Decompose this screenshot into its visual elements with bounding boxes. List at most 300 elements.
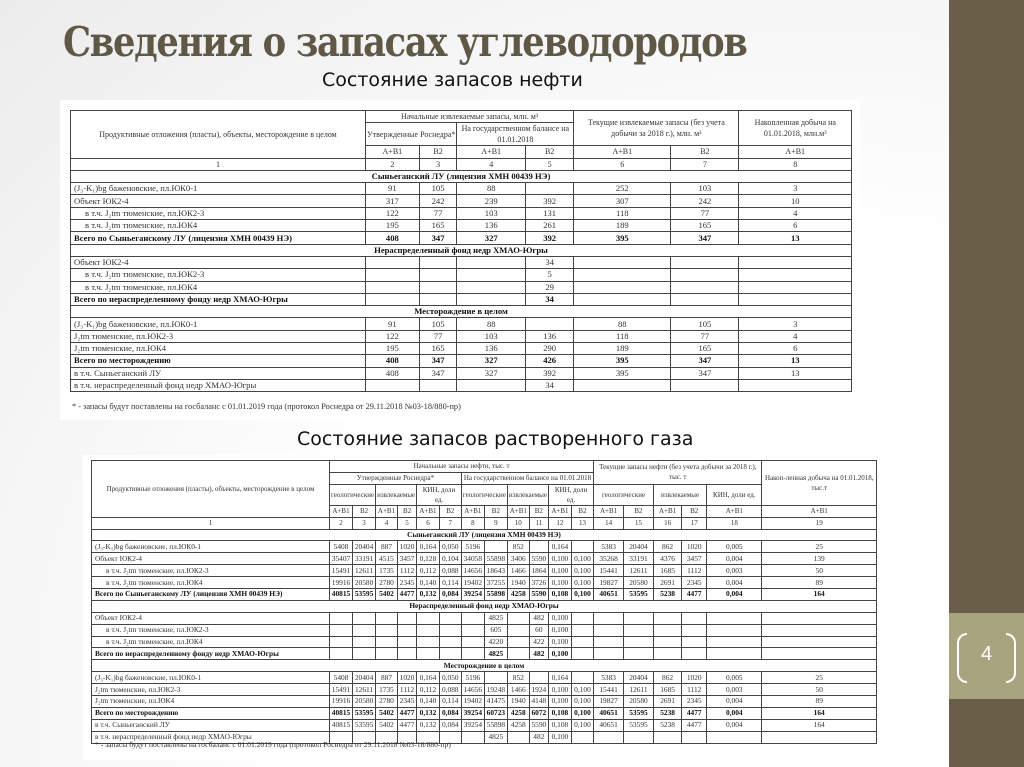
value-cell: 41475	[484, 696, 507, 708]
value-cell: 1864	[529, 565, 548, 577]
value-cell: 1112	[682, 565, 707, 577]
column-number: 1	[71, 158, 366, 170]
value-cell: 0,108	[548, 707, 571, 719]
value-cell: 39254	[461, 707, 484, 719]
value-cell	[594, 648, 624, 660]
value-cell	[484, 672, 507, 684]
value-cell: 2345	[682, 577, 707, 589]
value-cell: 5383	[594, 672, 624, 684]
category-header: В2	[671, 146, 739, 158]
value-cell: 91	[366, 183, 420, 195]
value-cell: 0,088	[439, 684, 461, 696]
value-cell: 165	[671, 220, 739, 232]
value-cell: 408	[366, 355, 420, 367]
value-cell: 1466	[507, 565, 529, 577]
value-cell: 0,114	[439, 577, 461, 589]
value-cell	[457, 281, 526, 293]
value-cell	[461, 636, 484, 648]
header-rec: извлекаемые	[653, 484, 706, 505]
header-rec: извлекаемые	[376, 484, 417, 505]
row-label: Объект ЮК2-4	[92, 553, 330, 565]
value-cell: 0,050	[439, 541, 461, 553]
value-cell	[574, 269, 671, 281]
value-cell: 5196	[461, 541, 484, 553]
value-cell: 60	[529, 624, 548, 636]
value-cell	[417, 612, 440, 624]
value-cell: 5196	[461, 672, 484, 684]
value-cell	[507, 731, 529, 743]
value-cell: 103	[671, 183, 739, 195]
table-row	[71, 330, 852, 342]
value-cell: 14656	[461, 684, 484, 696]
row-label: в т.ч. J₂tm тюменские, пл.ЮК2-3	[71, 207, 366, 219]
value-cell: 118	[574, 207, 671, 219]
value-cell	[624, 624, 654, 636]
column-number: 6	[574, 158, 671, 170]
value-cell	[419, 293, 457, 305]
value-cell: 55898	[484, 589, 507, 601]
value-cell: 5590	[529, 589, 548, 601]
table-row	[92, 565, 877, 577]
value-cell: 19248	[484, 684, 507, 696]
value-cell	[353, 636, 376, 648]
value-cell: 89	[762, 577, 877, 589]
value-cell: 19916	[330, 577, 353, 589]
value-cell: 55898	[484, 719, 507, 731]
value-cell: 392	[526, 232, 574, 244]
category-header: А+В1	[762, 505, 877, 517]
row-label: в т.ч. Сыньеганский ЛУ	[71, 367, 366, 379]
value-cell: 0,003	[707, 565, 762, 577]
value-cell: 347	[419, 355, 457, 367]
table-row	[71, 256, 852, 268]
table-row	[71, 367, 852, 379]
value-cell: 482	[529, 731, 548, 743]
value-cell: 242	[419, 195, 457, 207]
table-row	[71, 318, 852, 330]
value-cell: 0,100	[571, 553, 593, 565]
value-cell	[707, 612, 762, 624]
value-cell: 0,132	[417, 719, 440, 731]
value-cell	[624, 731, 654, 743]
value-cell: 0,005	[707, 541, 762, 553]
value-cell: 4825	[484, 731, 507, 743]
value-cell: 0,004	[707, 719, 762, 731]
value-cell: 0,005	[707, 672, 762, 684]
value-cell: 5383	[594, 541, 624, 553]
value-cell	[529, 672, 548, 684]
column-number: 8	[461, 517, 484, 529]
value-cell: 4148	[529, 696, 548, 708]
section-row	[92, 529, 877, 541]
value-cell: 852	[507, 672, 529, 684]
value-cell: 4258	[507, 719, 529, 731]
table-row	[92, 612, 877, 624]
value-cell: 0,164	[417, 672, 440, 684]
column-number: 2	[330, 517, 353, 529]
value-cell: 13	[739, 232, 852, 244]
value-cell: 1020	[397, 541, 416, 553]
column-number: 7	[439, 517, 461, 529]
value-cell: 0,164	[548, 541, 571, 553]
row-label: в т.ч. J₂tm тюменские, пл.ЮК2-3	[71, 269, 366, 281]
header-approved: Утвержденные Роснедра*	[330, 472, 462, 484]
category-header: А+В1	[548, 505, 571, 517]
column-number: 9	[484, 517, 507, 529]
value-cell: 0,108	[548, 719, 571, 731]
row-label: Объект ЮК2-4	[71, 195, 366, 207]
page-number-box	[949, 613, 1024, 699]
table-row	[92, 707, 877, 719]
value-cell: 4477	[682, 707, 707, 719]
value-cell	[507, 612, 529, 624]
value-cell: 136	[457, 343, 526, 355]
value-cell: 53595	[624, 707, 654, 719]
value-cell: 53595	[624, 719, 654, 731]
value-cell	[439, 624, 461, 636]
value-cell	[457, 256, 526, 268]
section-row	[71, 170, 852, 182]
value-cell: 6072	[529, 707, 548, 719]
value-cell: 0,084	[439, 589, 461, 601]
value-cell: 55898	[484, 553, 507, 565]
table-row	[92, 577, 877, 589]
value-cell: 0,164	[548, 672, 571, 684]
value-cell	[417, 624, 440, 636]
value-cell: 103	[457, 330, 526, 342]
value-cell: 0,100	[571, 719, 593, 731]
row-label: Объект ЮК2-4	[71, 256, 366, 268]
value-cell: 1112	[397, 684, 416, 696]
value-cell: 25	[762, 541, 877, 553]
value-cell: 5408	[330, 541, 353, 553]
row-label: J₂tm тюменские, пл.ЮК4	[71, 343, 366, 355]
value-cell: 4258	[507, 589, 529, 601]
value-cell: 347	[419, 232, 457, 244]
value-cell	[376, 648, 398, 660]
value-cell	[571, 648, 593, 660]
value-cell: 5408	[330, 672, 353, 684]
value-cell: 40651	[594, 719, 624, 731]
row-label: в т.ч. J₂tm тюменские, пл.ЮК4	[71, 281, 366, 293]
value-cell: 164	[762, 589, 877, 601]
value-cell: 77	[671, 207, 739, 219]
value-cell: 0,004	[707, 589, 762, 601]
value-cell: 1020	[682, 541, 707, 553]
column-number: 5	[397, 517, 416, 529]
category-header: А+В1	[653, 505, 681, 517]
value-cell: 5402	[376, 719, 398, 731]
category-header: В2	[484, 505, 507, 517]
value-cell: 165	[671, 343, 739, 355]
value-cell: 0,100	[548, 553, 571, 565]
value-cell	[762, 624, 877, 636]
value-cell: 1020	[397, 672, 416, 684]
value-cell	[376, 636, 398, 648]
value-cell: 195	[366, 343, 420, 355]
table-row	[71, 355, 852, 367]
value-cell: 5590	[529, 719, 548, 731]
category-header: В2	[571, 505, 593, 517]
table-row	[71, 232, 852, 244]
section-title: Сыньеганский ЛУ (лицензия ХМН 00439 НЭ)	[92, 529, 877, 541]
table-row	[92, 541, 877, 553]
value-cell: 20580	[353, 577, 376, 589]
value-cell	[671, 256, 739, 268]
value-cell	[653, 731, 681, 743]
value-cell: 2780	[376, 696, 398, 708]
value-cell: 0,100	[548, 577, 571, 589]
value-cell	[330, 648, 353, 660]
value-cell	[571, 612, 593, 624]
row-label: в т.ч. J₂tm тюменские, пл.ЮК2-3	[92, 565, 330, 577]
value-cell: 0,112	[417, 684, 440, 696]
value-cell	[707, 624, 762, 636]
value-cell	[397, 612, 416, 624]
value-cell: 0,132	[417, 707, 440, 719]
row-label: (J₃-K₁)bg баженовские, пл.ЮК0-1	[71, 318, 366, 330]
value-cell	[376, 624, 398, 636]
value-cell: 408	[366, 232, 420, 244]
value-cell	[739, 379, 852, 391]
value-cell: 39254	[461, 719, 484, 731]
value-cell: 0,084	[439, 719, 461, 731]
category-header: В2	[419, 146, 457, 158]
category-header: А+В1	[417, 505, 440, 517]
table-row	[92, 719, 877, 731]
oil-reserves-table	[70, 110, 852, 392]
value-cell: 0,004	[707, 553, 762, 565]
header-geo: геологические	[330, 484, 376, 505]
table-row	[92, 624, 877, 636]
value-cell: 19916	[330, 696, 353, 708]
category-header: А+В1	[739, 146, 852, 158]
value-cell: 20580	[624, 577, 654, 589]
value-cell	[353, 624, 376, 636]
value-cell: 12611	[353, 565, 376, 577]
category-header: А+В1	[707, 505, 762, 517]
value-cell: 1924	[529, 684, 548, 696]
value-cell: 2691	[653, 577, 681, 589]
value-cell	[529, 541, 548, 553]
section-title: Нераспределенный фонд недр ХМАО-Югры	[92, 600, 877, 612]
table-row	[92, 636, 877, 648]
column-number: 18	[707, 517, 762, 529]
table-row	[71, 269, 852, 281]
column-number: 16	[653, 517, 681, 529]
value-cell	[366, 256, 420, 268]
value-cell: 40815	[330, 589, 353, 601]
header-approved: Утвержденные Роснедра*	[366, 123, 457, 146]
value-cell: 15491	[330, 565, 353, 577]
value-cell: 327	[457, 355, 526, 367]
category-header: А+В1	[457, 146, 526, 158]
column-number: 13	[571, 517, 593, 529]
value-cell: 34	[526, 293, 574, 305]
header-geo: геологические	[461, 484, 507, 505]
value-cell	[682, 731, 707, 743]
header-kin: КИН, доли ед.	[548, 484, 593, 505]
value-cell	[417, 648, 440, 660]
oil-subtitle: Состояние запасов нефти	[322, 69, 583, 91]
value-cell: 1940	[507, 696, 529, 708]
value-cell	[571, 672, 593, 684]
gas-subtitle: Состояние запасов растворенного газа	[297, 428, 694, 450]
column-number: 5	[526, 158, 574, 170]
value-cell: 0,108	[548, 589, 571, 601]
value-cell: 0,100	[548, 684, 571, 696]
header-kin: КИН, доли ед.	[707, 484, 762, 505]
value-cell: 0,100	[571, 589, 593, 601]
column-number: 2	[366, 158, 420, 170]
value-cell: 4477	[397, 719, 416, 731]
column-number: 17	[682, 517, 707, 529]
value-cell: 0,132	[417, 589, 440, 601]
category-header: А+В1	[330, 505, 353, 517]
value-cell	[461, 624, 484, 636]
value-cell	[461, 612, 484, 624]
value-cell: 307	[574, 195, 671, 207]
value-cell: 1735	[376, 565, 398, 577]
header-state-balance: На государственном балансе на 01.01.2018	[461, 472, 593, 484]
value-cell: 136	[526, 330, 574, 342]
value-cell	[682, 612, 707, 624]
value-cell: 1685	[653, 684, 681, 696]
value-cell: 0,140	[417, 577, 440, 589]
value-cell: 1466	[507, 684, 529, 696]
value-cell	[457, 293, 526, 305]
value-cell: 139	[762, 553, 877, 565]
value-cell: 395	[574, 367, 671, 379]
value-cell: 392	[526, 195, 574, 207]
value-cell: 15441	[594, 684, 624, 696]
value-cell	[419, 379, 457, 391]
value-cell: 0,084	[439, 707, 461, 719]
value-cell: 1940	[507, 577, 529, 589]
category-header: А+В1	[594, 505, 624, 517]
value-cell: 122	[366, 207, 420, 219]
value-cell: 0,088	[439, 565, 461, 577]
header-col-objects: Продуктивные отложения (пласты), объекты, месторождение в целом	[92, 461, 330, 518]
value-cell: 77	[419, 330, 457, 342]
row-label: Всего по Сыньеганскому ЛУ (лицензия ХМН 00439 НЭ)	[92, 589, 330, 601]
value-cell: 12611	[624, 565, 654, 577]
table-row	[92, 696, 877, 708]
category-header: В2	[624, 505, 654, 517]
value-cell	[376, 612, 398, 624]
column-number: 11	[529, 517, 548, 529]
value-cell: 29	[526, 281, 574, 293]
value-cell: 0,050	[439, 672, 461, 684]
value-cell: 3726	[529, 577, 548, 589]
value-cell	[682, 624, 707, 636]
value-cell	[330, 612, 353, 624]
row-label: в т.ч. нераспределенный фонд недр ХМАО-Югры	[71, 379, 366, 391]
value-cell: 3	[739, 183, 852, 195]
value-cell: 482	[529, 612, 548, 624]
value-cell: 4825	[484, 648, 507, 660]
value-cell	[739, 293, 852, 305]
row-label: J₂tm тюменские, пл.ЮК4	[92, 696, 330, 708]
table-row	[71, 281, 852, 293]
value-cell: 20580	[353, 696, 376, 708]
table-row	[71, 195, 852, 207]
value-cell	[653, 624, 681, 636]
value-cell: 60723	[484, 707, 507, 719]
value-cell: 887	[376, 672, 398, 684]
value-cell: 0,112	[417, 565, 440, 577]
value-cell	[671, 293, 739, 305]
value-cell: 3457	[682, 553, 707, 565]
value-cell: 5590	[529, 553, 548, 565]
category-header: А+В1	[376, 505, 398, 517]
value-cell	[353, 648, 376, 660]
value-cell: 105	[671, 318, 739, 330]
value-cell	[762, 731, 877, 743]
value-cell: 50	[762, 684, 877, 696]
value-cell: 0,004	[707, 577, 762, 589]
value-cell: 37255	[484, 577, 507, 589]
value-cell	[653, 612, 681, 624]
value-cell: 0,114	[439, 696, 461, 708]
column-number: 19	[762, 517, 877, 529]
value-cell	[330, 624, 353, 636]
row-label: Всего по нераспределенному фонду недр ХМАО-Югры	[71, 293, 366, 305]
column-number: 15	[624, 517, 654, 529]
value-cell	[419, 281, 457, 293]
value-cell: 40815	[330, 719, 353, 731]
row-label: в т.ч. Сыньеганский ЛУ	[92, 719, 330, 731]
section-title: Сыньеганский ЛУ (лицензия ХМН 00439 НЭ)	[71, 170, 852, 182]
section-row	[71, 244, 852, 256]
value-cell	[419, 256, 457, 268]
value-cell	[457, 269, 526, 281]
category-header: В2	[353, 505, 376, 517]
value-cell: 5238	[653, 589, 681, 601]
gas-reserves-scan	[83, 455, 883, 760]
value-cell	[707, 648, 762, 660]
value-cell	[439, 612, 461, 624]
value-cell: 0,100	[548, 612, 571, 624]
column-number: 6	[417, 517, 440, 529]
row-label: J₂tm тюменские, пл.ЮК2-3	[92, 684, 330, 696]
value-cell: 0,164	[417, 541, 440, 553]
value-cell: 39254	[461, 589, 484, 601]
value-cell: 862	[653, 541, 681, 553]
value-cell	[574, 256, 671, 268]
value-cell: 3406	[507, 553, 529, 565]
value-cell: 422	[529, 636, 548, 648]
value-cell	[682, 636, 707, 648]
column-number: 10	[507, 517, 529, 529]
value-cell	[671, 269, 739, 281]
value-cell: 136	[457, 220, 526, 232]
value-cell: 131	[526, 207, 574, 219]
value-cell: 189	[574, 343, 671, 355]
value-cell: 105	[419, 318, 457, 330]
value-cell: 12611	[353, 684, 376, 696]
value-cell: 40651	[594, 707, 624, 719]
value-cell: 0,100	[548, 624, 571, 636]
category-header: А+В1	[461, 505, 484, 517]
value-cell: 862	[653, 672, 681, 684]
value-cell: 0,140	[417, 696, 440, 708]
header-geo: геологические	[594, 484, 654, 505]
value-cell: 347	[671, 232, 739, 244]
header-col-objects: Продуктивные отложения (пласты), объекты, месторождение в целом	[71, 111, 366, 159]
row-label: в т.ч. нераспределенный фонд недр ХМАО-Югры	[92, 731, 330, 743]
value-cell	[571, 624, 593, 636]
